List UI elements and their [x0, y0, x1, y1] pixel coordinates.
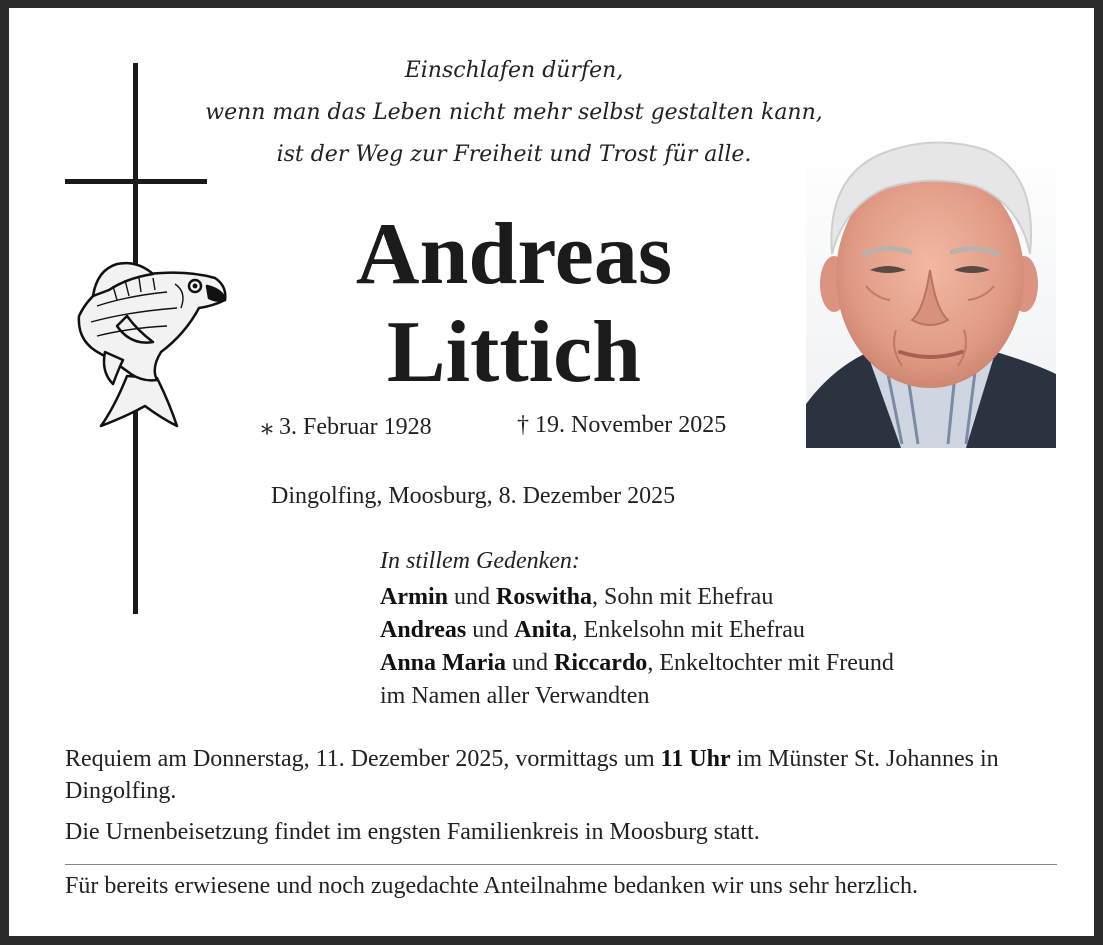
relation-text: , Sohn mit Ehefrau — [592, 584, 774, 610]
mourner-row — [380, 584, 773, 611]
mourner-name: Anna Maria — [380, 650, 506, 676]
deceased-first-name: Andreas — [355, 206, 673, 303]
fish-icon — [57, 256, 229, 432]
obituary-card — [9, 8, 1094, 936]
portrait-photo — [806, 134, 1056, 448]
thanks-notice: Für bereits erwiesene und noch zugedachte Anteilnahme bedanken wir uns sehr herzlich. — [65, 873, 919, 899]
mourners-heading: In stillem Gedenken: — [380, 548, 580, 574]
relation-text: , Enkelsohn mit Ehefrau — [571, 617, 805, 643]
mourner-name: Andreas — [380, 617, 467, 643]
requiem-notice — [65, 743, 1060, 807]
requiem-text: Requiem am Donnerstag, 11. Dezember 2025, vormittags um — [65, 746, 661, 772]
poem-line-2: wenn man das Leben nicht mehr selbst gestalten kann, — [205, 100, 823, 125]
mourners-closing: im Namen aller Verwandten — [380, 683, 650, 709]
poem-line-1: Einschlafen dürfen, — [404, 58, 624, 83]
mourner-name: Riccardo — [554, 650, 648, 676]
conjunction: und — [506, 650, 554, 676]
mourner-row — [380, 617, 805, 644]
mourner-row — [380, 650, 894, 677]
mourner-name: Armin — [380, 584, 448, 610]
deceased-last-name: Littich — [386, 304, 642, 401]
burial-notice: Die Urnenbeisetzung findet im engsten Familienkreis in Moosburg statt. — [65, 819, 760, 845]
mourner-name: Anita — [514, 617, 572, 643]
place-and-date: Dingolfing, Moosburg, 8. Dezember 2025 — [271, 483, 676, 509]
conjunction: und — [466, 617, 515, 643]
relation-text: , Enkeltochter mit Freund — [647, 650, 894, 676]
divider — [65, 864, 1057, 865]
conjunction: und — [448, 584, 496, 610]
cross-horizontal-bar — [65, 179, 207, 184]
requiem-location: im Münster St. Johannes in Dingolfing. — [65, 746, 999, 804]
death-date: † 19. November 2025 — [517, 412, 727, 438]
birth-date: ⁎ 3. Februar 1928 — [261, 414, 432, 440]
poem-line-3: ist der Weg zur Freiheit und Trost für alle. — [276, 142, 752, 167]
mourner-name: Roswitha — [496, 584, 593, 610]
requiem-time: 11 Uhr — [660, 746, 731, 772]
